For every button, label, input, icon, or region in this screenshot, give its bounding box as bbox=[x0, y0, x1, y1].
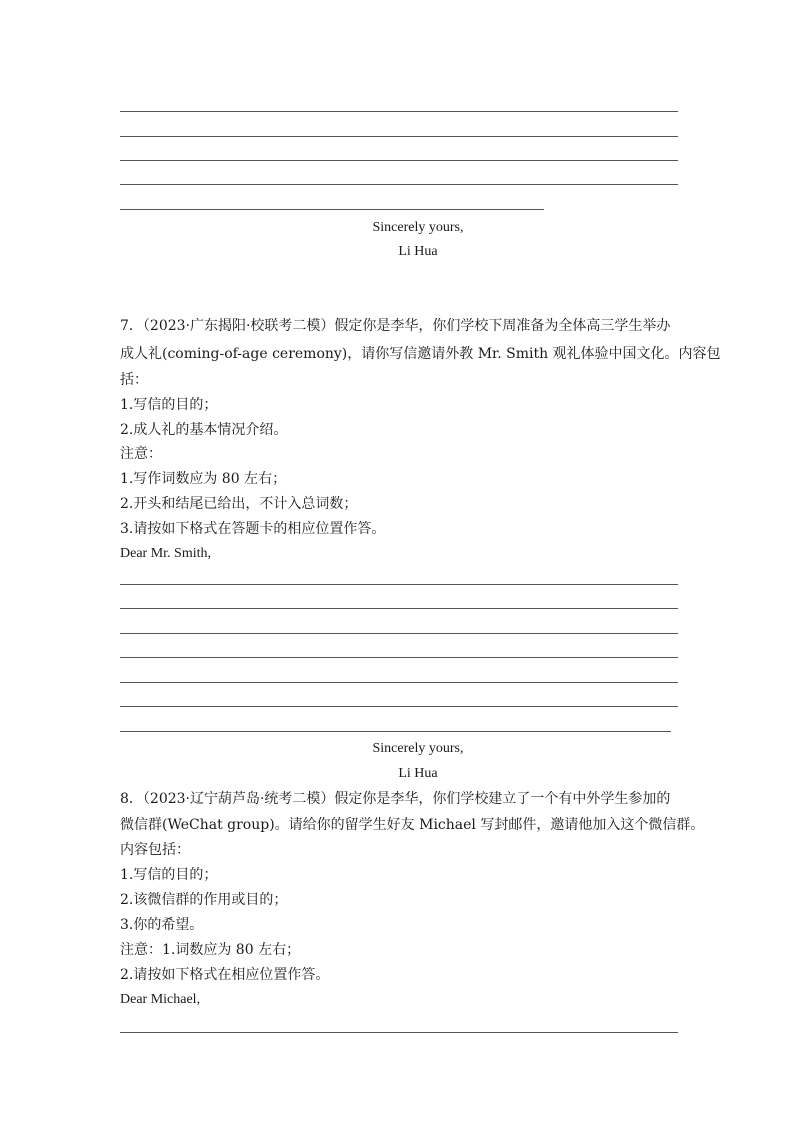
q8-line: 2.请按如下格式在相应位置作答。 bbox=[120, 967, 330, 983]
q7-line: 7．（2023·广东揭阳·校联考二模）假定你是李华，你们学校下周准备为全体高三学生举办 bbox=[120, 318, 671, 334]
q8-line: 微信群(WeChat group)。请给你的留学生好友 Michael 写封邮件，邀请他加入这个微信群。 bbox=[120, 817, 705, 833]
closing-sign: Sincerely yours, bbox=[372, 741, 464, 756]
q7-line: 1.写信的目的； bbox=[120, 397, 218, 413]
answer-line bbox=[120, 706, 678, 707]
answer-line bbox=[120, 1032, 678, 1033]
q8-line: 注意：1.词数应为 80 左右； bbox=[120, 942, 301, 958]
q8-salutation: Dear Michael, bbox=[120, 992, 201, 1007]
q7-line: 3.请按如下格式在答题卡的相应位置作答。 bbox=[120, 521, 386, 537]
answer-line bbox=[120, 184, 678, 185]
answer-line bbox=[120, 633, 678, 634]
answer-line bbox=[120, 608, 678, 609]
q8-line: 2.该微信群的作用或目的； bbox=[120, 892, 288, 908]
answer-line bbox=[120, 682, 678, 683]
answer-line bbox=[120, 657, 678, 658]
q7-line: 括： bbox=[120, 372, 148, 388]
answer-line bbox=[120, 111, 678, 112]
q7-line: 1.写作词数应为 80 左右； bbox=[120, 471, 287, 487]
closing-name: Li Hua bbox=[398, 244, 438, 259]
answer-line bbox=[120, 584, 678, 585]
answer-line bbox=[120, 731, 671, 732]
q8-line: 内容包括： bbox=[120, 842, 190, 858]
answer-line bbox=[120, 160, 678, 161]
closing-name: Li Hua bbox=[398, 766, 438, 781]
closing-sign: Sincerely yours, bbox=[372, 220, 464, 235]
q7-line: 注意： bbox=[120, 446, 162, 462]
answer-line bbox=[120, 136, 678, 137]
q8-line: 3.你的希望。 bbox=[120, 917, 204, 933]
q8-line: 1.写信的目的； bbox=[120, 867, 218, 883]
q7-line: 成人礼(coming-of-age ceremony)，请你写信邀请外教 Mr. Smith 观礼体验中国文化。内容包 bbox=[120, 346, 721, 362]
q7-salutation: Dear Mr. Smith, bbox=[120, 546, 211, 561]
q8-line: 8．（2023·辽宁葫芦岛·统考二模）假定你是李华，你们学校建立了一个有中外学生参加的 bbox=[120, 791, 671, 807]
q7-line: 2.成人礼的基本情况介绍。 bbox=[120, 422, 288, 438]
q7-line: 2.开头和结尾已给出，不计入总词数； bbox=[120, 496, 358, 512]
answer-line bbox=[120, 209, 544, 210]
